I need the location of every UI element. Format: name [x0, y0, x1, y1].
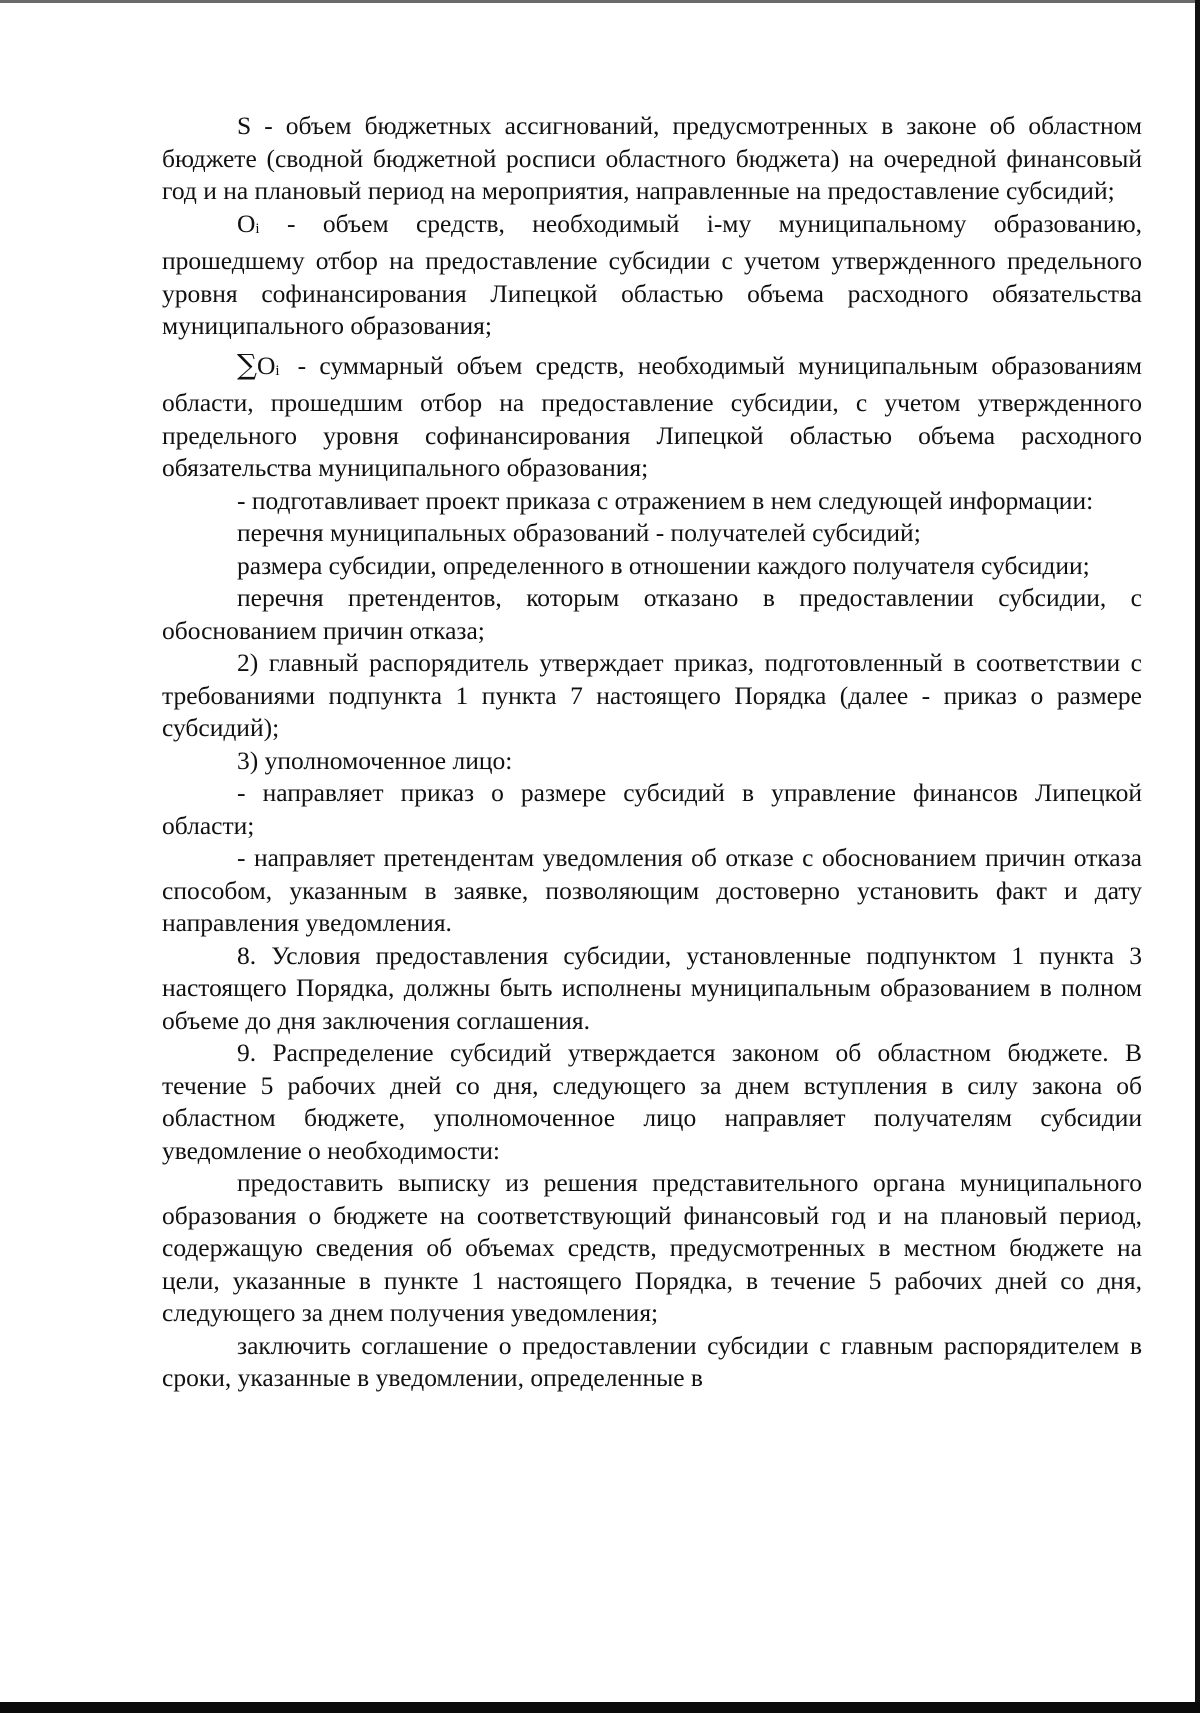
- paragraph-list-municipalities: перечня муниципальных образований - получателей субсидий;: [237, 518, 921, 547]
- paragraph-subsidy-size: размера субсидии, определенного в отношении каждого получателя субсидии;: [237, 550, 1090, 580]
- paragraph-item-3: 3) уполномоченное лицо:: [237, 745, 513, 775]
- paragraph-prepare-order: - подготавливает проект приказа с отражением в нем следующей информации:: [237, 485, 1094, 515]
- paragraph-provide-extract: предоставить выписку из решения представительного органа муниципального образования о бюджете на соответствующий финансовый год и на плановый период, содержащую сведения об объемах средств, предусмотренных в местном бюджете на цели, указанные в пункте 1 настоящего Порядка, в течение 5 рабочих дней со дня, следующего за днем получения уведомления;: [162, 1168, 1142, 1327]
- sum-variable-subscript-i: i: [275, 362, 280, 379]
- paragraph-conclude-agreement: заключить соглашение о предоставлении субсидии с главным распорядителем в сроки, указанные в уведомлении, определенные в: [162, 1330, 1142, 1392]
- paragraph-sum-oi-text: - суммарный объем средств, необходимый муниципальным образованиям области, прошедшим отбор на предоставление субсидии, с учетом утвержденного предельного уровня софинансирования Липецкой областью объема расходного обязательства муниципального образования;: [162, 350, 1142, 482]
- variable-subscript-i: i: [255, 220, 260, 237]
- paragraph-oi-text: - объем средств, необходимый i-му муниципальному образованию, прошедшему отбор на предоставление субсидии с учетом утвержденного предельного уровня софинансирования Липецкой областью объема расходного обязательства муниципального образования;: [162, 208, 1142, 340]
- scan-top-edge: [0, 0, 1200, 3]
- paragraph-send-rejections: - направляет претендентам уведомления об отказе с обоснованием причин отказа способом, указанным в заявке, позволяющим достоверно установить факт и дату направления уведомления.: [162, 843, 1142, 937]
- sum-variable-o: O: [257, 350, 276, 380]
- paragraph-rejected-applicants: перечня претендентов, которым отказано в предоставлении субсидии, с обоснованием причин отказа;: [162, 583, 1142, 645]
- paragraph-clause-8: 8. Условия предоставления субсидии, установленные подпунктом 1 пункта 3 настоящего Порядка, должны быть исполнены муниципальным образованием в полном объеме до дня заключения соглашения.: [162, 940, 1142, 1035]
- paragraph-send-order: - направляет приказ о размере субсидий в управление финансов Липецкой области;: [162, 778, 1142, 840]
- variable-o: O: [237, 208, 256, 238]
- paragraph-s-definition: S - объем бюджетных ассигнований, предусмотренных в законе об областном бюджете (сводной бюджетной росписи областного бюджета) на очередной финансовый год и на плановый период на мероприятия, направленные на предоставление субсидий;: [162, 111, 1142, 205]
- paragraph-item-2: 2) главный распорядитель утверждает приказ, подготовленный в соответствии с требованиями подпункта 1 пункта 7 настоящего Порядка (далее - приказ о размере субсидий);: [162, 648, 1142, 742]
- paragraph-sum-oi-definition: [162, 349, 1142, 485]
- sum-symbol: ∑: [237, 347, 257, 381]
- scan-right-edge: [1195, 0, 1200, 1713]
- scan-bottom-edge: [0, 1702, 1200, 1713]
- paragraph-clause-9: 9. Распределение субсидий утверждается законом об областном бюджете. В течение 5 рабочих дней со дня, следующего за днем вступления в силу закона об областном бюджете, уполномоченное лицо направляет получателям субсидии уведомление о необходимости:: [162, 1038, 1142, 1165]
- paragraph-oi-definition: [162, 208, 1142, 343]
- document-body: [162, 110, 1142, 1395]
